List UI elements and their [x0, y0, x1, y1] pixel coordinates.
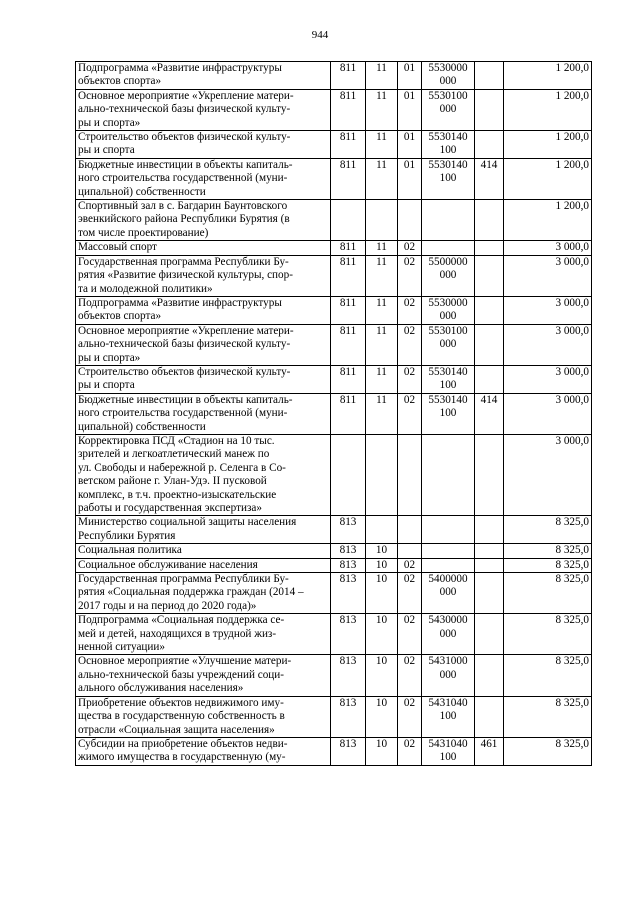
row-name: Субсидии на приобретение объектов недви- жимого имущества в государственную (му- [76, 737, 331, 765]
expense-type [475, 131, 504, 159]
table-row [76, 614, 592, 655]
expense-type [475, 89, 504, 130]
budget-table-body [76, 62, 592, 766]
amount: 8 325,0 [504, 737, 592, 765]
row-name: Министерство социальной защиты населения Республики Бурятия [76, 516, 331, 544]
section-code [366, 200, 398, 241]
target-article: 5530140 100 [422, 131, 475, 159]
target-article: 5530000 000 [422, 62, 475, 90]
subsection-code [398, 516, 422, 544]
subsection-code [398, 200, 422, 241]
table-row [76, 131, 592, 159]
subsection-code [398, 434, 422, 515]
row-name: Подпрограмма «Социальная поддержка се- мей и детей, находящихся в трудной жиз- ненной ситуации» [76, 614, 331, 655]
table-row [76, 62, 592, 90]
table-row [76, 296, 592, 324]
amount: 8 325,0 [504, 558, 592, 572]
section-code: 10 [366, 737, 398, 765]
target-article: 5530000 000 [422, 296, 475, 324]
expense-type [475, 296, 504, 324]
expense-type [475, 434, 504, 515]
subsection-code: 02 [398, 737, 422, 765]
expense-type [475, 324, 504, 365]
section-code: 11 [366, 296, 398, 324]
section-code: 11 [366, 393, 398, 434]
expense-type: 414 [475, 393, 504, 434]
table-row [76, 655, 592, 696]
ministry-code: 813 [331, 737, 366, 765]
target-article: 5430000 000 [422, 614, 475, 655]
expense-type [475, 365, 504, 393]
target-article [422, 200, 475, 241]
row-name: Спортивный зал в с. Багдарин Баунтовского эвенкийского района Республики Бурятия (в том числе проектирование) [76, 200, 331, 241]
table-row [76, 393, 592, 434]
target-article [422, 241, 475, 255]
ministry-code: 813 [331, 516, 366, 544]
target-article: 5431040 100 [422, 737, 475, 765]
ministry-code: 811 [331, 241, 366, 255]
amount: 1 200,0 [504, 131, 592, 159]
table-row [76, 434, 592, 515]
target-article [422, 434, 475, 515]
row-name: Социальная политика [76, 544, 331, 558]
amount: 3 000,0 [504, 296, 592, 324]
amount: 3 000,0 [504, 393, 592, 434]
row-name: Строительство объектов физической культу- ры и спорта [76, 131, 331, 159]
table-row [76, 200, 592, 241]
row-name: Основное мероприятие «Укрепление матери- ально-технической базы физической культу- ры и спорта» [76, 89, 331, 130]
expense-type [475, 200, 504, 241]
table-row [76, 696, 592, 737]
amount: 8 325,0 [504, 696, 592, 737]
table-row [76, 544, 592, 558]
section-code [366, 516, 398, 544]
table-row [76, 324, 592, 365]
ministry-code: 811 [331, 131, 366, 159]
section-code: 10 [366, 573, 398, 614]
expense-type: 414 [475, 158, 504, 199]
target-article: 5431040 100 [422, 696, 475, 737]
expense-type [475, 655, 504, 696]
section-code: 10 [366, 696, 398, 737]
table-row [76, 737, 592, 765]
amount: 8 325,0 [504, 516, 592, 544]
subsection-code: 02 [398, 241, 422, 255]
expense-type [475, 558, 504, 572]
section-code: 11 [366, 131, 398, 159]
section-code: 11 [366, 324, 398, 365]
expense-type [475, 544, 504, 558]
amount: 8 325,0 [504, 655, 592, 696]
amount: 1 200,0 [504, 200, 592, 241]
target-article: 5530100 000 [422, 89, 475, 130]
target-article [422, 516, 475, 544]
expense-type: 461 [475, 737, 504, 765]
table-row [76, 516, 592, 544]
table-row [76, 241, 592, 255]
ministry-code: 811 [331, 62, 366, 90]
row-name: Приобретение объектов недвижимого иму- щества в государственную собственность в отрасли «Социальная защита населения» [76, 696, 331, 737]
target-article: 5530140 100 [422, 365, 475, 393]
budget-table [75, 61, 592, 766]
target-article: 5431000 000 [422, 655, 475, 696]
target-article [422, 544, 475, 558]
subsection-code: 02 [398, 365, 422, 393]
row-name: Бюджетные инвестиции в объекты капиталь- ного строительства государственной (муни- ципальной) собственности [76, 393, 331, 434]
row-name: Социальное обслуживание населения [76, 558, 331, 572]
row-name: Основное мероприятие «Укрепление матери- ально-технической базы физической культу- ры и спорта» [76, 324, 331, 365]
section-code: 11 [366, 365, 398, 393]
table-row [76, 573, 592, 614]
amount: 1 200,0 [504, 62, 592, 90]
expense-type [475, 614, 504, 655]
ministry-code [331, 200, 366, 241]
subsection-code: 02 [398, 255, 422, 296]
ministry-code: 811 [331, 324, 366, 365]
row-name: Основное мероприятие «Улучшение матери- ально-технической базы учреждений соци- ального обслуживания населения» [76, 655, 331, 696]
subsection-code: 02 [398, 655, 422, 696]
section-code: 10 [366, 655, 398, 696]
target-article: 5530100 000 [422, 324, 475, 365]
amount: 8 325,0 [504, 614, 592, 655]
target-article [422, 558, 475, 572]
expense-type [475, 573, 504, 614]
subsection-code: 02 [398, 324, 422, 365]
ministry-code: 811 [331, 158, 366, 199]
row-name: Подпрограмма «Развитие инфраструктуры объектов спорта» [76, 296, 331, 324]
expense-type [475, 255, 504, 296]
subsection-code: 02 [398, 614, 422, 655]
target-article: 5530140 100 [422, 158, 475, 199]
table-row [76, 89, 592, 130]
row-name: Массовый спорт [76, 241, 331, 255]
ministry-code: 813 [331, 573, 366, 614]
amount: 8 325,0 [504, 544, 592, 558]
subsection-code: 02 [398, 696, 422, 737]
subsection-code: 01 [398, 89, 422, 130]
section-code: 10 [366, 558, 398, 572]
subsection-code: 01 [398, 158, 422, 199]
amount: 3 000,0 [504, 434, 592, 515]
row-name: Корректировка ПСД «Стадион на 10 тыс. зрителей и легкоатлетический манеж по ул. Свободы и набережной р. Селенга в Со- ветском районе г. Улан-Удэ. II пусковой комплекс, в т.ч. проектно-изыскательские работы и государственная экспертиза» [76, 434, 331, 515]
expense-type [475, 241, 504, 255]
amount: 8 325,0 [504, 573, 592, 614]
section-code: 11 [366, 255, 398, 296]
target-article: 5500000 000 [422, 255, 475, 296]
ministry-code: 811 [331, 296, 366, 324]
expense-type [475, 62, 504, 90]
section-code: 11 [366, 241, 398, 255]
amount: 1 200,0 [504, 89, 592, 130]
row-name: Строительство объектов физической культу- ры и спорта [76, 365, 331, 393]
expense-type [475, 516, 504, 544]
subsection-code: 02 [398, 393, 422, 434]
amount: 3 000,0 [504, 324, 592, 365]
ministry-code: 811 [331, 393, 366, 434]
section-code [366, 434, 398, 515]
section-code: 11 [366, 158, 398, 199]
section-code: 10 [366, 544, 398, 558]
section-code: 11 [366, 62, 398, 90]
subsection-code [398, 544, 422, 558]
subsection-code: 02 [398, 558, 422, 572]
ministry-code [331, 434, 366, 515]
row-name: Подпрограмма «Развитие инфраструктуры объектов спорта» [76, 62, 331, 90]
subsection-code: 02 [398, 573, 422, 614]
subsection-code: 01 [398, 131, 422, 159]
target-article: 5530140 100 [422, 393, 475, 434]
ministry-code: 813 [331, 544, 366, 558]
expense-type [475, 696, 504, 737]
ministry-code: 811 [331, 365, 366, 393]
ministry-code: 813 [331, 696, 366, 737]
section-code: 10 [366, 614, 398, 655]
ministry-code: 813 [331, 655, 366, 696]
amount: 3 000,0 [504, 255, 592, 296]
subsection-code: 01 [398, 62, 422, 90]
table-row [76, 158, 592, 199]
row-name: Бюджетные инвестиции в объекты капиталь- ного строительства государственной (муни- ципальной) собственности [76, 158, 331, 199]
section-code: 11 [366, 89, 398, 130]
row-name: Государственная программа Республики Бу- рятия «Развитие физической культуры, спор- та и молодежной политики» [76, 255, 331, 296]
ministry-code: 813 [331, 558, 366, 572]
table-row [76, 365, 592, 393]
page-number: 944 [311, 29, 329, 41]
table-row [76, 255, 592, 296]
row-name: Государственная программа Республики Бу- рятия «Социальная поддержка граждан (2014 – 2017 годы и на период до 2020 года)» [76, 573, 331, 614]
ministry-code: 811 [331, 89, 366, 130]
table-row [76, 558, 592, 572]
ministry-code: 813 [331, 614, 366, 655]
amount: 3 000,0 [504, 241, 592, 255]
amount: 1 200,0 [504, 158, 592, 199]
ministry-code: 811 [331, 255, 366, 296]
amount: 3 000,0 [504, 365, 592, 393]
target-article: 5400000 000 [422, 573, 475, 614]
subsection-code: 02 [398, 296, 422, 324]
